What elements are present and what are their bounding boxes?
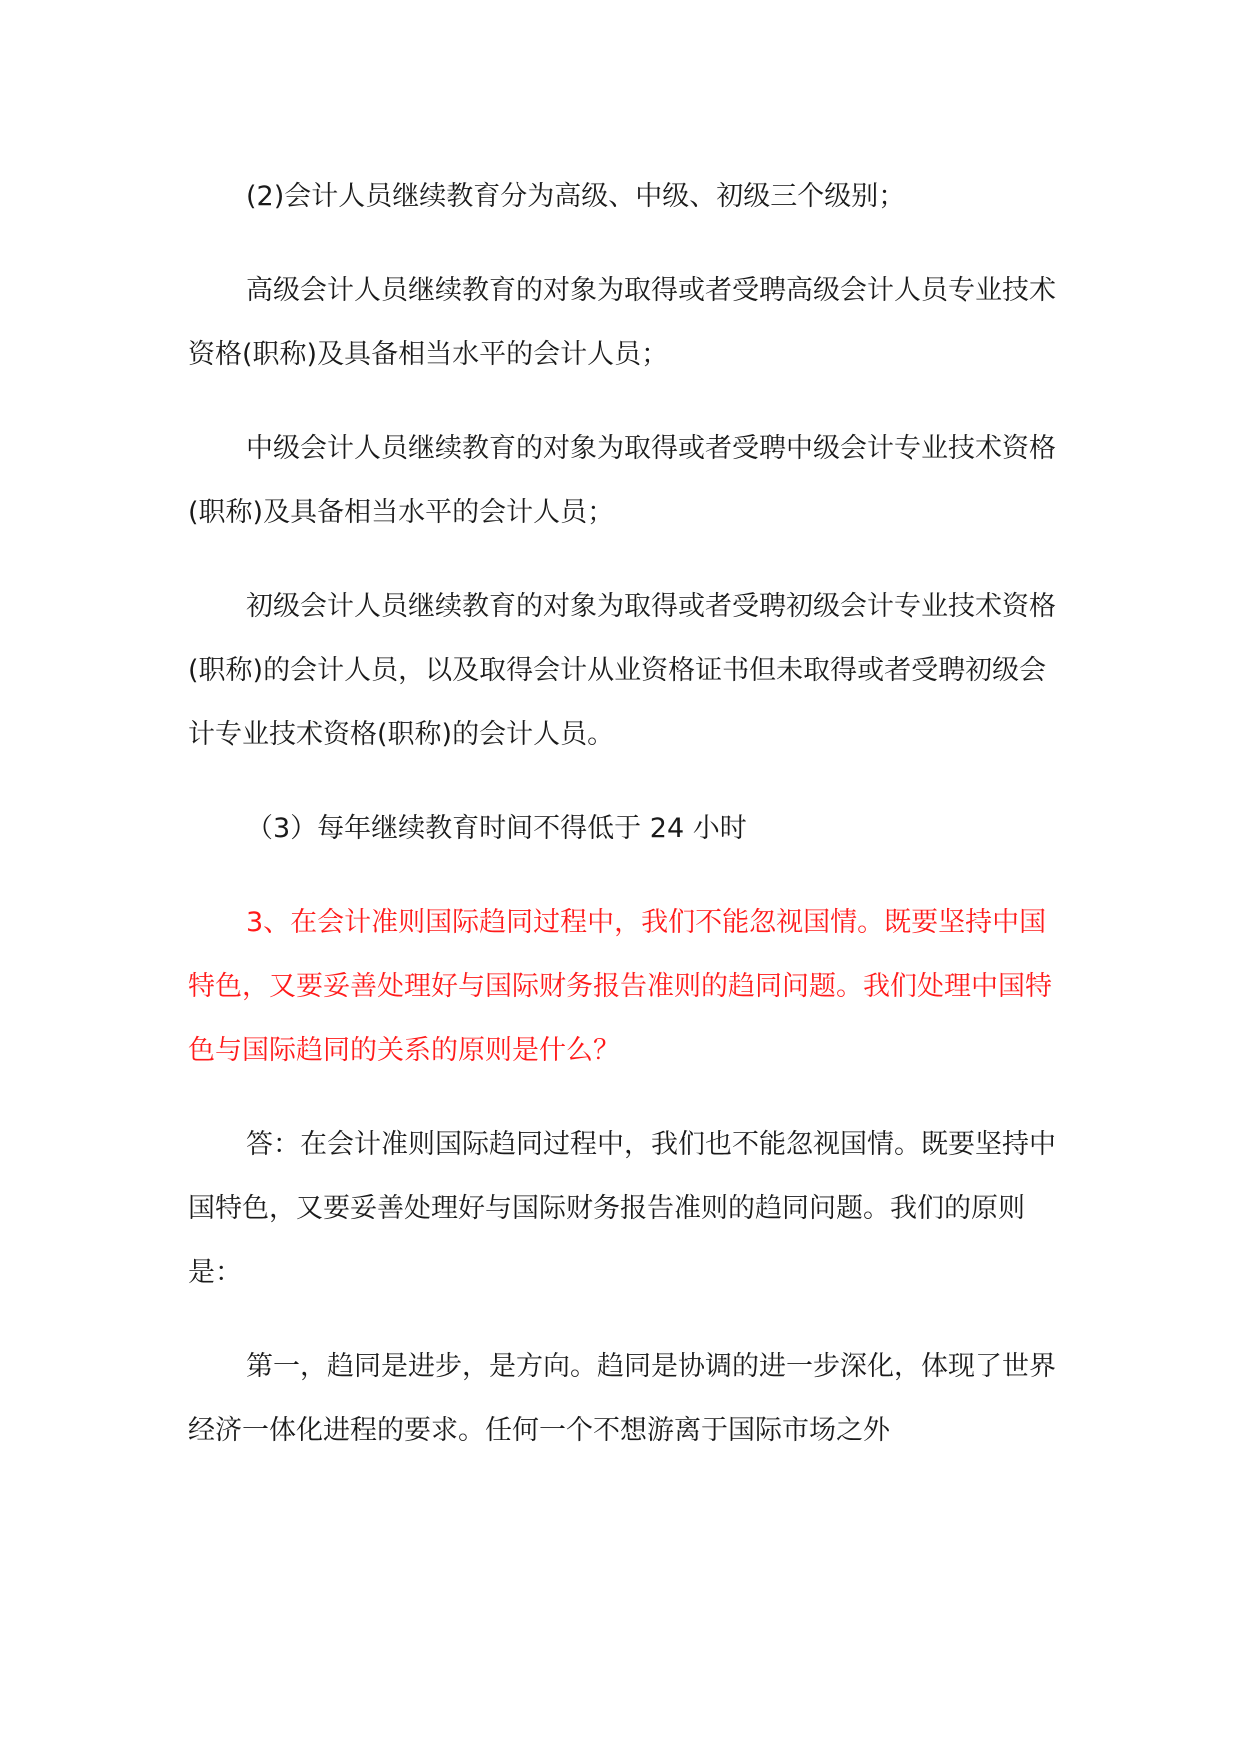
- document-body: [188, 165, 1068, 1463]
- paragraph-senior-level: 高级会计人员继续教育的对象为取得或者受聘高级会计人员专业技术资格(职称)及具备相当水平的会计人员；: [188, 275, 1056, 370]
- paragraph-principle-first: 第一，趋同是进步，是方向。趋同是协调的进一步深化，体现了世界经济一体化进程的要求。任何一个不想游离于国际市场之外: [188, 1351, 1056, 1446]
- question-heading: 3、在会计准则国际趋同过程中，我们不能忽视国情。既要坚持中国特色，又要妥善处理好与国际财务报告准则的趋同问题。我们处理中国特色与国际趋同的关系的原则是什么？: [188, 907, 1052, 1066]
- paragraph-junior-level: 初级会计人员继续教育的对象为取得或者受聘初级会计专业技术资格(职称)的会计人员，以及取得会计从业资格证书但未取得或者受聘初级会计专业技术资格(职称)的会计人员。: [188, 591, 1056, 750]
- paragraph-education-levels: (2)会计人员继续教育分为高级、中级、初级三个级别；: [246, 181, 906, 212]
- paragraph-answer: 答：在会计准则国际趋同过程中，我们也不能忽视国情。既要坚持中国特色，又要妥善处理好与国际财务报告准则的趋同问题。我们的原则是：: [188, 1129, 1056, 1288]
- paragraph-annual-hours: （3）每年继续教育时间不得低于 24 小时: [246, 813, 747, 844]
- paragraph-intermediate-level: 中级会计人员继续教育的对象为取得或者受聘中级会计专业技术资格(职称)及具备相当水平的会计人员；: [188, 433, 1056, 528]
